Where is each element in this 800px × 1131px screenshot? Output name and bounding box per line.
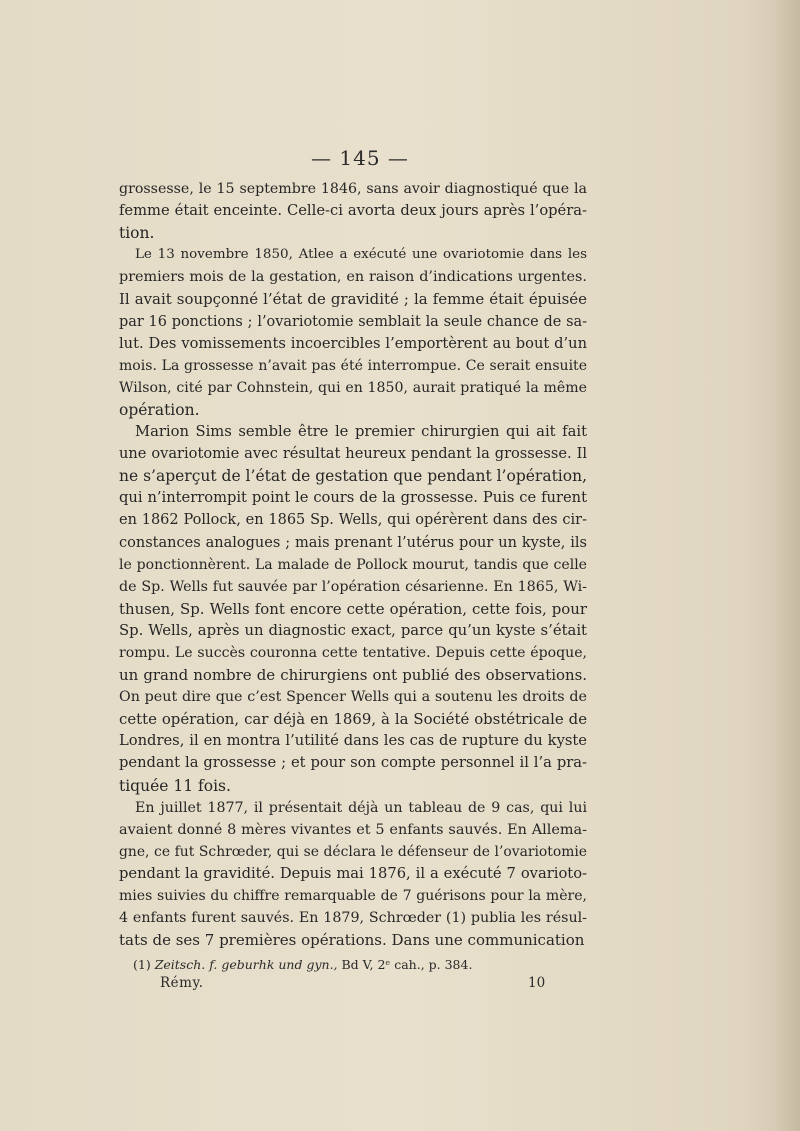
signature-mark: Rémy. [160,975,204,991]
text-line: constances analogues ; mais prenant l’utérus pour un kyste, ils [119,534,587,551]
text-line: lut. Des vomissements incoercibles l’emportèrent au bout d’un [119,334,587,352]
text-line: premiers mois de la gestation, en raison d’indications urgentes. [119,269,587,286]
text-line: un grand nombre de chirurgiens ont publié des observations. [119,666,587,685]
footnote-journal: Zeitsch. f. geburhk und gyn., [154,957,338,972]
footnote-marker: (1) [133,957,151,972]
body-text [119,178,587,951]
text-line: cette opération, car déjà en 1869, à la Société obstétricale de [119,710,587,729]
text-line: grossesse, le 15 septembre 1846, sans avoir diagnostiqué que la [119,181,587,197]
text-line: en 1862 Pollock, en 1865 Sp. Wells, qui opérèrent dans des cir- [119,512,587,529]
text-line: gne, ce fut Schrœder, qui se déclara le défenseur de l’ovariotomie [119,843,587,860]
text-line: le ponctionnèrent. La malade de Pollock mourut, tandis que celle [119,556,587,573]
text-line: une ovariotomie avec résultat heureux pendant la grossesse. Il [119,445,587,463]
text-line: ne s’aperçut de l’état de gestation que pendant l’opération, [119,467,587,486]
text-line: 4 enfants furent sauvés. En 1879, Schrœder (1) publia les résul- [119,910,587,927]
text-line: avaient donné 8 mères vivantes et 5 enfants sauvés. En Allema- [119,821,587,838]
text-line: mies suivies du chiffre remarquable de 7 guérisons pour la mère, [119,888,587,904]
text-line: tion. [119,224,155,243]
text-line: En juillet 1877, il présentait déjà un tableau de 9 cas, qui lui [135,799,587,816]
text-line: Londres, il en montra l’utilité dans les cas de rupture du kyste [119,732,587,750]
text-line: Il avait soupçonné l’état de gravidité ; la femme était épuisée [119,290,587,309]
footnote [133,957,573,972]
page-number: — 145 — [311,146,409,170]
text-line: Sp. Wells, après un diagnostic exact, parce qu’un kyste s’était [119,621,587,639]
text-line: mois. La grossesse n’avait pas été interrompue. Ce serait ensuite [119,357,587,374]
text-line: rompu. Le succès couronna cette tentative. Depuis cette époque, [119,644,587,661]
text-line: tats de ses 7 premières opérations. Dans une communication [119,931,585,950]
text-line: qui n’interrompit point le cours de la grossesse. Puis ce furent [119,489,587,507]
footnote-reference: Bd V, 2ᵉ cah., p. 384. [341,957,473,972]
text-line: Le 13 novembre 1850, Atlee a exécuté une ovariotomie dans les [135,247,587,263]
text-line: Marion Sims semble être le premier chirurgien qui ait fait [135,423,587,441]
text-line: pendant la gravidité. Depuis mai 1876, il a exécuté 7 ovarioto- [119,864,587,882]
text-line: Wilson, cité par Cohnstein, qui en 1850, aurait pratiqué la même [119,379,587,396]
text-line: par 16 ponctions ; l’ovariotomie semblait la seule chance de sa- [119,313,587,330]
text-line: femme était enceinte. Celle-ci avorta deux jours après l’opéra- [119,202,587,220]
page-edge-shadow [774,0,800,1131]
text-line: On peut dire que c’est Spencer Wells qui a soutenu les droits de [119,689,587,706]
sheet-number: 10 [528,975,546,991]
text-line: thusen, Sp. Wells font encore cette opération, cette fois, pour [119,599,587,618]
text-line: de Sp. Wells fut sauvée par l’opération césarienne. En 1865, Wi- [119,578,587,595]
text-line: pendant la grossesse ; et pour son compte personnel il l’a pra- [119,754,587,772]
text-line: opération. [119,400,200,419]
text-line: tiquée 11 fois. [119,776,231,795]
